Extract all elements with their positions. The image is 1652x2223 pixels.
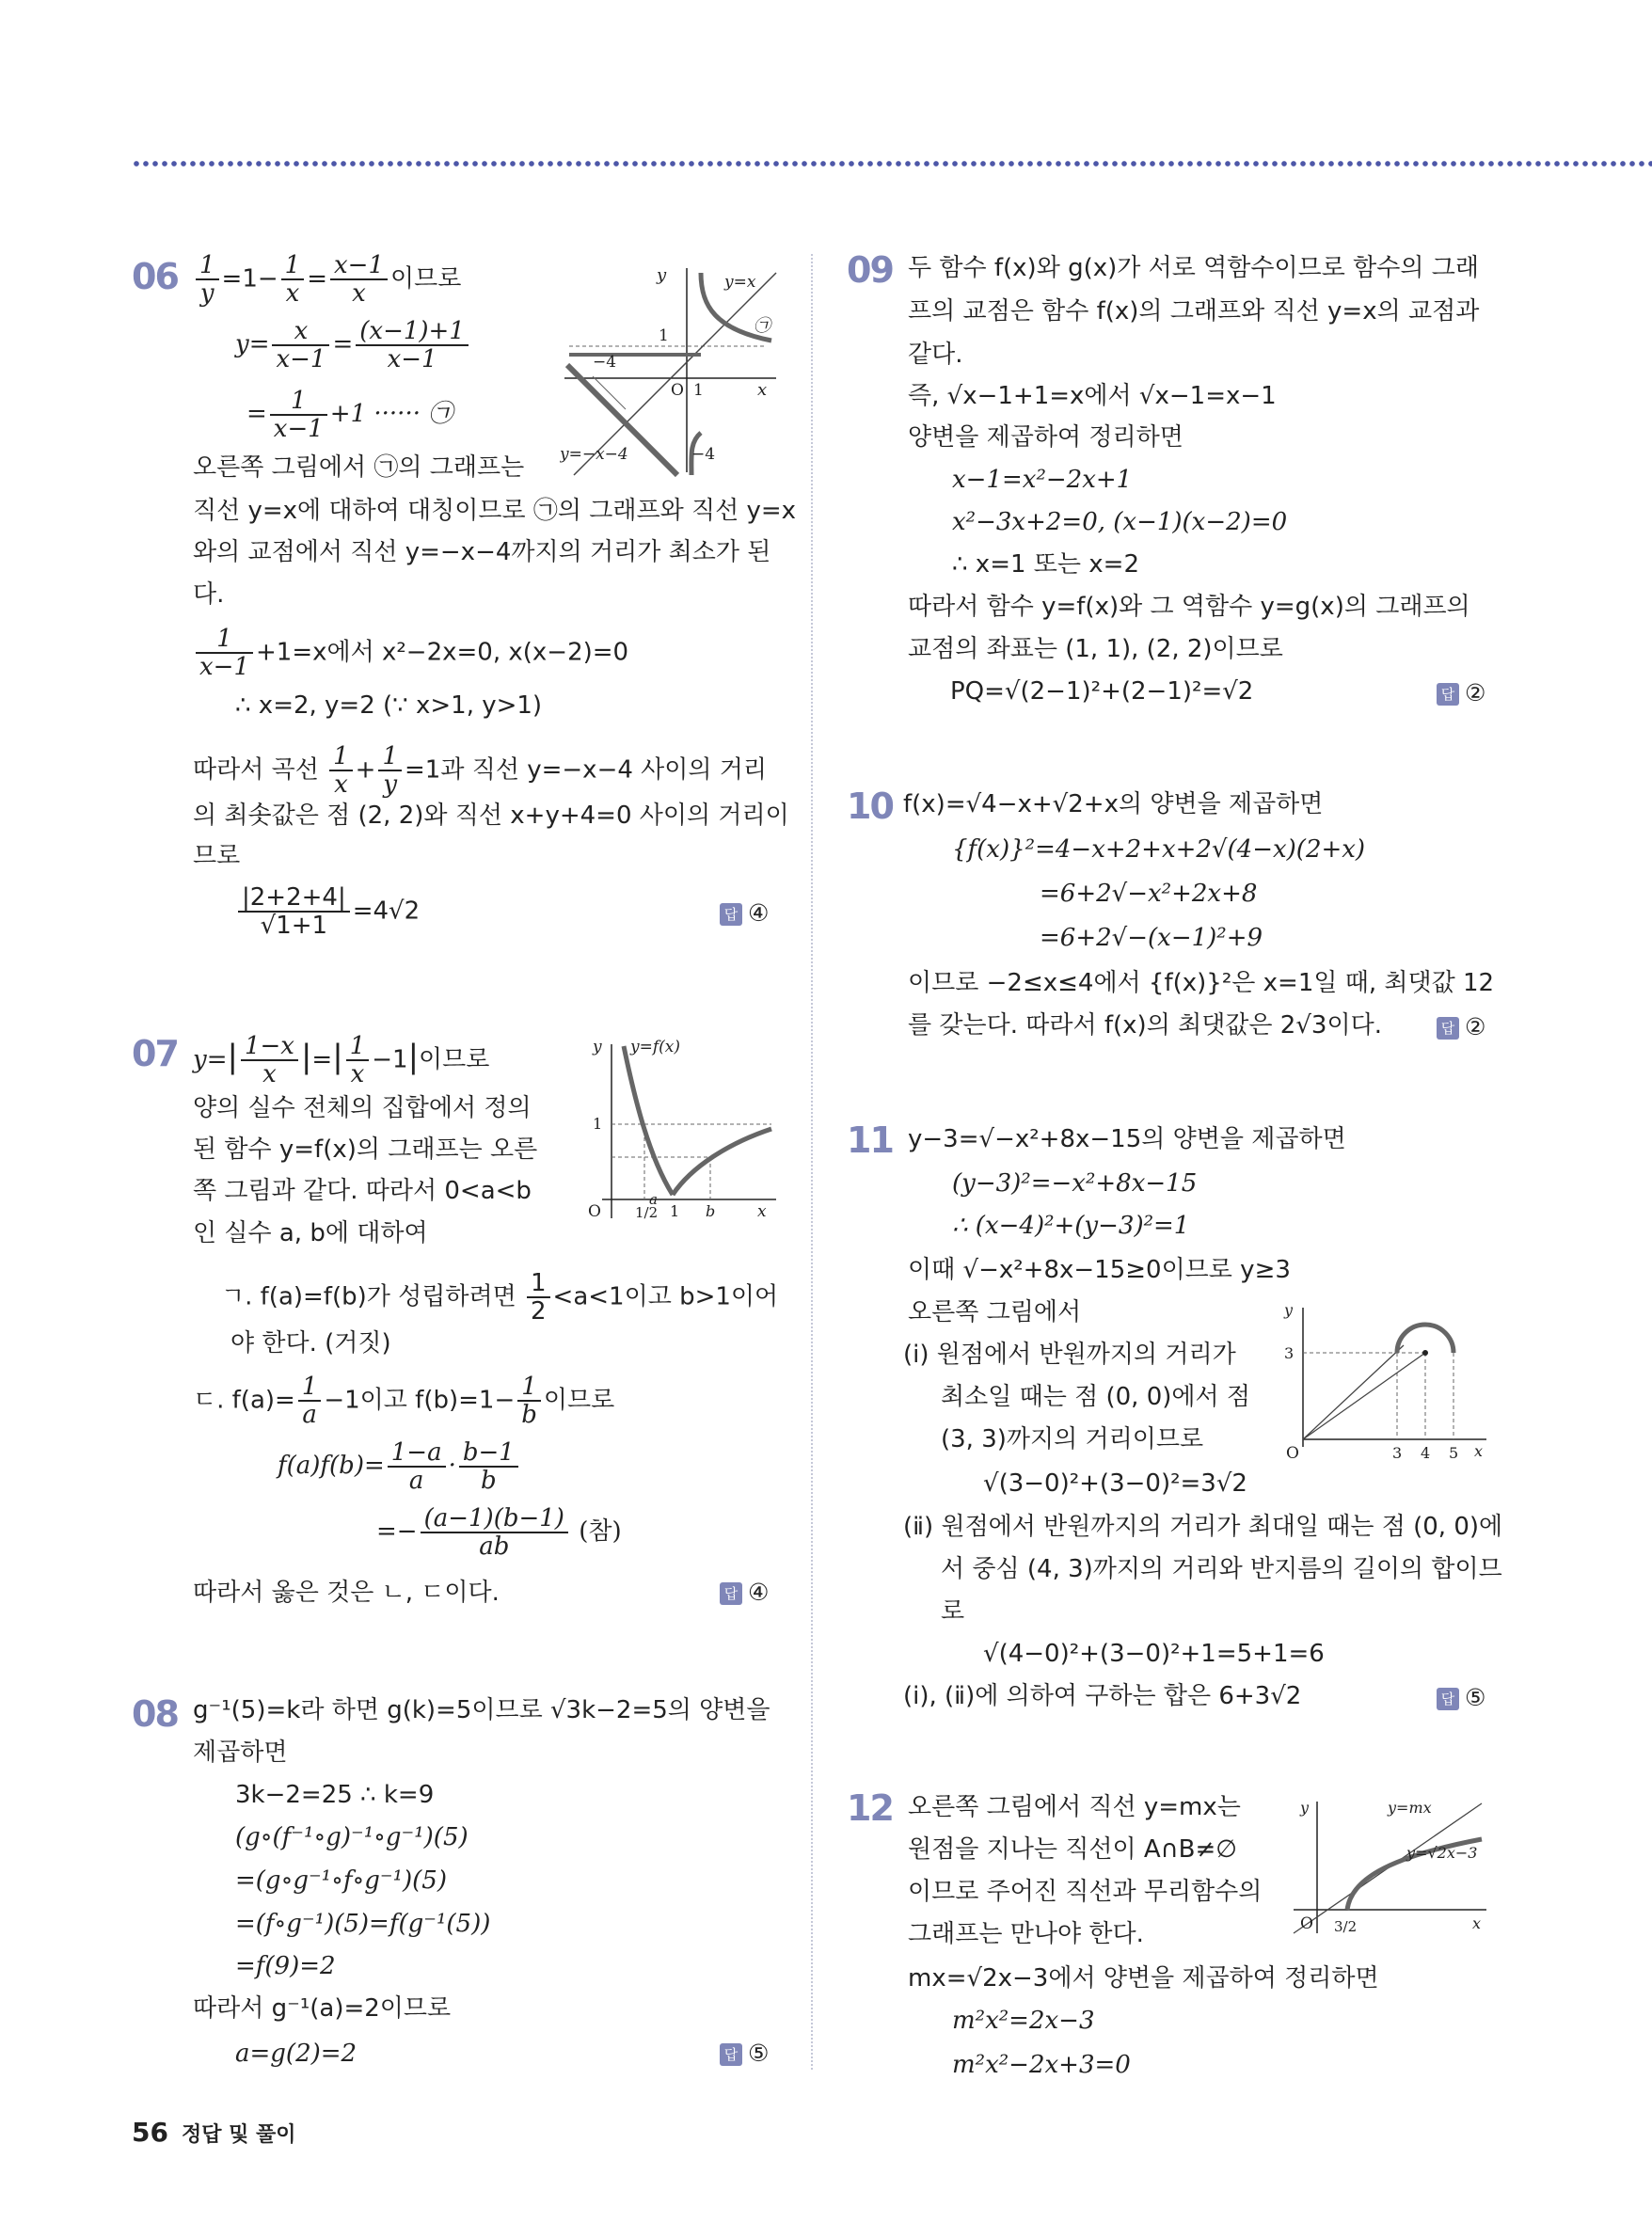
line-10: 교점의 좌표는 (1, 1), (2, 2)이므로 <box>908 635 1283 663</box>
line-5: 오른쪽 그림에서 <box>908 1298 1082 1326</box>
graph-label: O <box>1300 1914 1313 1933</box>
line-3: ∴ (x−4)²+(y−3)²=1 <box>952 1212 1190 1240</box>
line-6: x−1=x²−2x+1 <box>952 466 1133 494</box>
problem-number: 08 <box>132 1693 178 1735</box>
graph-label: 3 <box>1392 1444 1403 1462</box>
graph-label: 1/2 <box>635 1204 659 1221</box>
line-9: ∴ x=2, y=2 (∵ x>1, y>1) <box>235 691 543 720</box>
graph-label: y <box>593 1038 602 1056</box>
line-4: 즉, √x−1+1=x에서 √x−1=x−1 <box>908 382 1277 410</box>
graph-12 <box>1289 1792 1491 1952</box>
line-7: m²x²−2x+3=0 <box>952 2051 1131 2079</box>
line-3: 된 함수 y=f(x)의 그래프는 오른 <box>193 1135 538 1164</box>
line-7: 최소일 때는 점 (0, 0)에서 점 <box>941 1383 1251 1411</box>
graph-11 <box>1275 1298 1491 1463</box>
line-2: {f(x)}²=4−x+2+x+2√(4−x)(2+x) <box>952 835 1366 864</box>
graph-label: x <box>1472 1914 1482 1932</box>
line-8: (3, 3)까지의 거리이므로 <box>941 1425 1204 1453</box>
line-5: 양변을 제곱하여 정리하면 <box>908 423 1183 452</box>
problem-number: 10 <box>847 786 893 827</box>
problem-number: 09 <box>847 249 893 291</box>
line-13: √(4−0)²+(3−0)²+1=5+1=6 <box>983 1640 1325 1668</box>
line-3: 3k−2=25 ∴ k=9 <box>235 1781 435 1809</box>
line-7: x²−3x+2=0, (x−1)(x−2)=0 <box>952 508 1288 536</box>
problem-number: 06 <box>132 256 178 297</box>
line-8: ∴ x=1 또는 x=2 <box>952 550 1139 579</box>
line-9: f(a)f(b)= $\frac{1-a}{a}$ · $\frac{b-1}{b}$ <box>278 1439 521 1494</box>
line-5: 이므로 −2≤x≤4에서 {f(x)}²은 x=1일 때, 최댓값 12 <box>908 969 1495 997</box>
line-7: 다. <box>193 580 225 609</box>
graph-label: 1 <box>693 381 704 400</box>
graph-label: y=−x−4 <box>560 445 628 464</box>
answer-icon: 답 <box>1437 683 1459 706</box>
line-12: 로 <box>941 1597 965 1626</box>
graph-label: 3/2 <box>1334 1918 1358 1935</box>
graph-label: O <box>671 381 684 400</box>
line-3: =6+2√−x²+2x+8 <box>1040 880 1258 908</box>
line-3: = $\frac{1}{x-1}$ +1 ······ ㉠ <box>246 387 453 443</box>
answer-icon: 답 <box>720 2043 742 2066</box>
line-8: ㄷ. f(a)= $\frac{1}{a}$ −1이고 f(b)=1− $\frac{1}{b}$ 이므로 <box>193 1373 615 1429</box>
line-6: =(f∘g⁻¹)(5)=f(g⁻¹(5)) <box>235 1910 491 1938</box>
line-4: 이때 √−x²+8x−15≥0이므로 y≥3 <box>908 1256 1291 1284</box>
answer-badge: 답 ④ <box>720 1579 769 1606</box>
line-10: (ⅱ) 원점에서 반원까지의 거리가 최대일 때는 점 (0, 0)에 <box>903 1513 1503 1541</box>
line-1: y−3=√−x²+8x−15의 양변을 제곱하면 <box>908 1125 1346 1153</box>
graph-label: x <box>757 1202 767 1221</box>
footer-label: 정답 및 풀이 <box>181 2123 296 2147</box>
graph-label: y=x <box>724 273 756 292</box>
page-footer <box>132 2117 296 2148</box>
line-1: 두 함수 f(x)와 g(x)가 서로 역함수이므로 함수의 그래 <box>908 254 1479 282</box>
answer-icon: 답 <box>1437 1688 1459 1710</box>
line-2: y= $\frac{x}{x-1}$ = $\frac{(x-1)+1}{x-1}$ <box>235 318 471 373</box>
graph-label: y=mx <box>1388 1799 1432 1817</box>
answer-badge: 답 ⑤ <box>1437 1684 1485 1711</box>
line-6: m²x²=2x−3 <box>952 2007 1095 2035</box>
line-4: (g∘(f⁻¹∘g)⁻¹∘g⁻¹)(5) <box>235 1823 469 1851</box>
line-to-center <box>1303 1353 1425 1439</box>
line-7: =f(9)=2 <box>235 1952 336 1980</box>
graph-label: O <box>1286 1444 1299 1463</box>
graph-label: y <box>657 265 667 285</box>
line-5: =(g∘g⁻¹∘f∘g⁻¹)(5) <box>235 1866 447 1895</box>
answer-icon: 답 <box>720 1582 742 1605</box>
line-5: mx=√2x−3에서 양변을 제곱하여 정리하면 <box>908 1964 1379 1993</box>
line-2: 제곱하면 <box>193 1739 288 1767</box>
graph-label: −4 <box>691 445 716 464</box>
line-2: (y−3)²=−x²+8x−15 <box>952 1169 1198 1198</box>
graph-label: 1 <box>659 326 669 345</box>
line-to-3-3 <box>1303 1345 1404 1439</box>
answer-badge: 답 ② <box>1437 1013 1485 1040</box>
graph-label: b <box>706 1202 716 1220</box>
graph-label: x <box>757 380 768 400</box>
graph-label: 5 <box>1449 1444 1459 1462</box>
graph-label: 1 <box>670 1202 680 1220</box>
line-4: =6+2√−(x−1)²+9 <box>1040 924 1263 952</box>
line-4: 오른쪽 그림에서 ㉠의 그래프는 <box>193 453 525 482</box>
curve-left <box>624 1046 673 1195</box>
graph-label: y <box>1300 1799 1310 1817</box>
line-4: 그래프는 만나야 한다. <box>908 1920 1144 1948</box>
line-8: 따라서 g⁻¹(a)=2이므로 <box>193 1994 452 2023</box>
line-1: 오른쪽 그림에서 직선 y=mx는 <box>908 1793 1241 1821</box>
curve-right <box>673 1129 771 1195</box>
line-11: 의 최솟값은 점 (2, 2)와 직선 x+y+4=0 사이의 거리이 <box>193 802 789 830</box>
graph-label: 1 <box>593 1115 603 1133</box>
line-5: 직선 y=x에 대하여 대칭이므로 ㉠의 그래프와 직선 y=x <box>193 497 797 525</box>
line-3: 같다. <box>908 341 963 369</box>
line-1: f(x)=√4−x+√2+x의 양변을 제곱하면 <box>903 790 1324 818</box>
graph-label: y <box>1284 1301 1294 1319</box>
line-10: =− $\frac{(a-1)(b-1)}{ab}$ (참) <box>376 1504 622 1561</box>
answer-badge: 답 ② <box>1437 679 1485 707</box>
graph-07 <box>579 1035 781 1232</box>
graph-label: ㉠ <box>754 316 770 336</box>
line-1: y=| $\frac{1-x}{x}$ |=| $\frac{1}{x}$ −1|이므로 <box>193 1032 490 1088</box>
header-dotted-rule <box>132 159 1652 168</box>
line-6: ㄱ. f(a)=f(b)가 성립하려면 $\frac{1}{2}$ <a<1이고 b>1이어 <box>221 1269 779 1326</box>
line-9: a=g(2)=2 <box>235 2040 357 2068</box>
line-2: 양의 실수 전체의 집합에서 정의 <box>193 1094 532 1122</box>
line-6: 와의 교점에서 직선 y=−x−4까지의 거리가 최소가 된 <box>193 538 771 566</box>
line-6: 를 갖는다. 따라서 f(x)의 최댓값은 2√3이다. <box>908 1011 1382 1040</box>
line-9: √(3−0)²+(3−0)²=3√2 <box>983 1469 1247 1498</box>
graph-label: 4 <box>1421 1444 1431 1462</box>
graph-label: y=√2x−3 <box>1406 1844 1478 1862</box>
line-11: 따라서 옳은 것은 ㄴ, ㄷ이다. <box>193 1579 500 1607</box>
line-7: 야 한다. (거짓) <box>230 1329 391 1358</box>
line-13: $\frac{|2+2+4|}{√1+1}$ =4√2 <box>235 884 420 939</box>
graph-label: O <box>588 1202 601 1221</box>
line-3: 이므로 주어진 직선과 무리함수의 <box>908 1878 1263 1906</box>
graph-label: x <box>1474 1442 1484 1460</box>
graph-label: 3 <box>1284 1344 1295 1362</box>
graph-06 <box>560 263 786 480</box>
line-8: $\frac{1}{x-1}$ +1=x에서 x²−2x=0, x(x−2)=0 <box>193 626 628 680</box>
line-11: 서 중심 (4, 3)까지의 거리와 반지름의 길이의 합이므 <box>941 1555 1502 1583</box>
graph-label: y=f(x) <box>630 1038 680 1056</box>
line-4: 쪽 그림과 같다. 따라서 0<a<b <box>193 1177 532 1205</box>
line-1: g⁻¹(5)=k라 하면 g(k)=5이므로 √3k−2=5의 양변을 <box>193 1696 770 1724</box>
problem-number: 07 <box>132 1033 178 1074</box>
line-9: 따라서 함수 y=f(x)와 그 역함수 y=g(x)의 그래프의 <box>908 593 1470 621</box>
line-14: (ⅰ), (ⅱ)에 의하여 구하는 합은 6+3√2 <box>903 1682 1302 1710</box>
graph-label: a <box>649 1191 658 1208</box>
line-1: $\frac{1}{y}$ =1− $\frac{1}{x}$ = $\frac{x-1}{x}$ 이므로 <box>193 252 461 307</box>
page-number: 56 <box>132 2117 168 2148</box>
column-divider <box>811 254 813 2070</box>
semicircle <box>1397 1325 1453 1353</box>
answer-badge: 답 ④ <box>720 899 769 927</box>
answer-icon: 답 <box>1437 1017 1459 1040</box>
problem-number: 12 <box>847 1787 893 1829</box>
line-2: 원점을 지나는 직선이 A∩B≠∅ <box>908 1835 1237 1864</box>
answer-icon: 답 <box>720 903 742 926</box>
graph-label: −4 <box>593 353 617 372</box>
answer-badge: 답 ⑤ <box>720 2040 769 2067</box>
line-11: PQ=√(2−1)²+(2−1)²=√2 <box>950 677 1254 706</box>
center-point <box>1422 1350 1428 1356</box>
line-12: 므로 <box>193 842 241 870</box>
line-5: 인 실수 a, b에 대하여 <box>193 1219 428 1247</box>
line-2: 프의 교점은 함수 f(x)의 그래프와 직선 y=x의 교점과 <box>908 297 1480 326</box>
problem-number: 11 <box>847 1119 893 1161</box>
line-10: 따라서 곡선 $\frac{1}{x}$ + $\frac{1}{y}$ =1과 직선 y=−x−4 사이의 거리 <box>193 742 768 799</box>
line-6: (ⅰ) 원점에서 반원까지의 거리가 <box>903 1341 1236 1369</box>
